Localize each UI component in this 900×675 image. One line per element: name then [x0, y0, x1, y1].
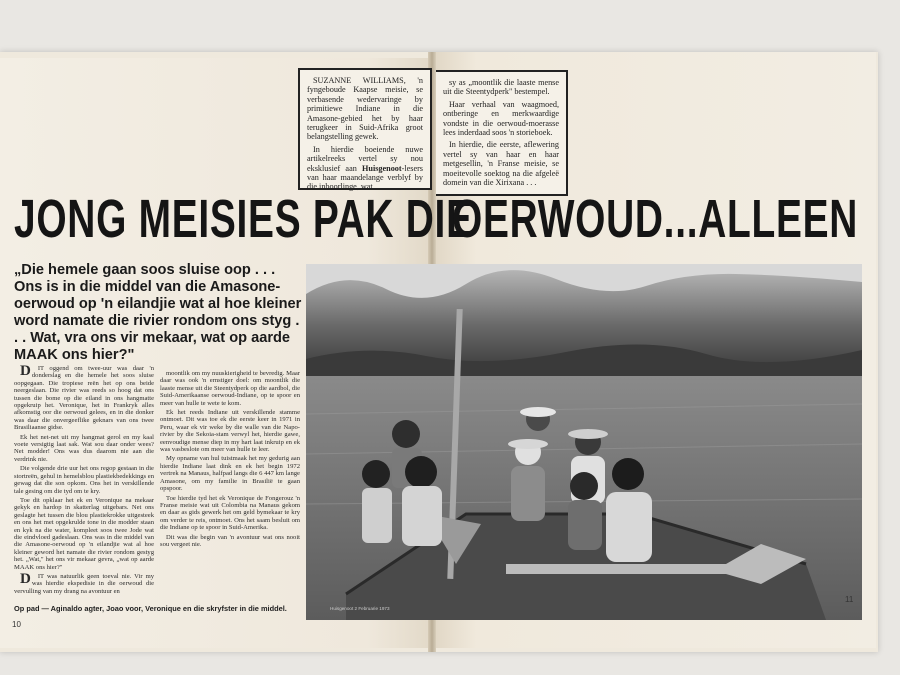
photo-credit: Huisgenoot 2 Februarie 1973 [330, 606, 390, 611]
body-column-2: moontlik om my nuuskierigheid te bevredig. Maar daar was ook 'n ernstiger doel: om moontlik die laaste mense uit die Steentydperk op die aardbol, die Suid-Amerikaanse oerwoud-Indiane, op te spoor en meer van hulle te wete te kom. Ek het reeds Indiane uit verskillende stamme ontmoet. Dit was toe ek die eerste keer in 1971 in Peru, waar ek vir weke by die walle van die Napo-rivier by die Sekoia-stam verwyl het, hierdie gawe, eenvoudige mense diep in my hart laat inkruip en ek was vasbeslote om meer van hulle te leer. My opname van hul tuistmaak het my gedurig aan hierdie Indiane laat dink en ek het begin 1972 vertrek na Manaus, halfpad langs die 6 447 km lange Amasone, om my familie in Brasilië te gaan opspoor. Toe hierdie tyd het ek Veronique de Fongerouz 'n Franse meisie wat uit Colombia na Manaus gekom en daar as gids gewerk het om geld bymekaar te kry om verder te reis, ontmoet. Ons het saam besluit om die Indiane op te spoor in Suid-Amerika. Dit was die begin van 'n avontuur wat ons nooit sou vergeet nie. [160, 370, 300, 548]
subheadline: „Die hemele gaan soos sluise oop . . . Ons is in die middel van die Amasone-oerwoud op 'n eilandjie wat al hoe kleiner word namate die rivier rondom ons styg . . . Wat, vra ons vir mekaar, wat op aarde MAAK ons hier?" [14, 262, 302, 363]
headline-left: JONG MEISIES PAK DIE [14, 189, 473, 249]
canoe-photo [306, 264, 862, 620]
headline-right: OERWOUD...ALLEEN [452, 189, 859, 249]
drop-cap: D [20, 363, 31, 379]
page-number-right: 11 [845, 595, 854, 604]
drop-cap: D [20, 570, 31, 587]
intro-box-left: SUZANNE WILLIAMS, 'n fyngeboude Kaapse meisie, se verbasende wedervaringe by primitiewe Indiane in die Amasone-gebied het by haar terugkeer in Suid-Afrika groot belangstelling gewek. In hierdie boeiende nuwe artikelreeks vertel sy nou eksklusief aan Huisgenoot-lesers van haar maandelange verblyf by die inboorlinge, wat [298, 68, 432, 190]
author-name: SUZANNE WILLIAMS [313, 76, 404, 85]
page-number-left: 10 [12, 620, 21, 629]
body-column-1: D IT oggend om twee-uur was daar 'n donderslag en die hemele het soos sluise oopgegaan. Die tropiese reën het op ons beide neergeslaan. Die rivier was reeds so hoog dat ons tussen die bome op die eiland in ons hangmatte opgekruip het. Veronique, het in Frankryk alles afkomstig oor die oerwoud gelees, en in die donker was daar die onvergeeflike geknars van ons twee Brasiliaanse gidse. Ek het net-net uit my hangmat gerol en my kaal voete versigtig laat sak. Wat sou daar onder wees? Net modder! Ons was dus daarom nie aan die verdrink nie. Die volgende drie uur het ons regop gestaan in die stortreën, gehul in hemelsblou plastiekbedekkings en gewag dat die son opkom. Ons het in verskillende tale gesing om die tyd om te kry. Toe dit opklaar het ek en Veronique na mekaar gekyk en hardop in skatterlag uitgebars. Net ons geslagte het tussen die blou plastiekrokke uitgesteek en ons het met opgekrulde tone in die modder staan en kyk na die water, kompleet soos twee Jode wat die eindvloed gadeslaan. Ons was in die middel van die Amasone-oerwoud op 'n eilandjie wat al hoe kleiner geword het namate die rivier rondom gestyg het. „Wat," het ons vir mekaar gevra, „wat op aarde MAAK ons hier?" D IT was natuurlik geen toeval nie. Vir my was hierdie ekspedisie in die oerwoud die vervulling van my drang na avontuur en [14, 363, 154, 595]
photo-caption: Op pad — Aginaldo agter, Joao voor, Veronique en die skryfster in die middel. [14, 604, 287, 613]
canoe-photo-illustration [306, 264, 862, 620]
magazine-name: Huisgenoot [362, 163, 402, 173]
intro-box-right: sy as „moontlik die laaste mense uit die Steentydperk" bestempel. Haar verhaal van waagmoed, ontberinge en merkwaardige vondste in die oerwoud-moerasse lees inderdaad soos 'n storieboek. In hierdie, die eerste, aflewering vertel sy van haar en haar metgesellin, 'n Franse meisie, se moeitevolle soektog na die afgeleë domein van die Xirixana . . . [436, 70, 568, 196]
